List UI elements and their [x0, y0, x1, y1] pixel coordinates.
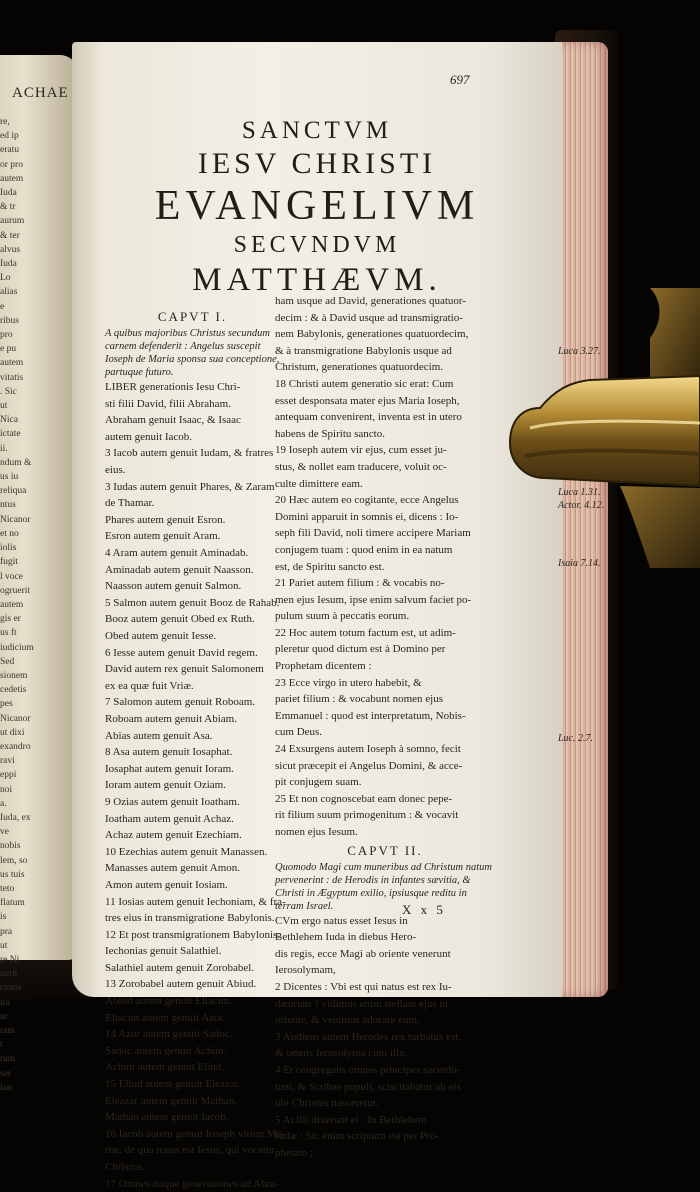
text-line: 24 Exsurgens autem Ioseph à somno, fecit	[275, 743, 461, 756]
margin-ref: Luca 3.27.	[558, 346, 601, 357]
left-page-line: or pro	[0, 159, 23, 170]
left-page-line: ut	[0, 401, 8, 412]
text-line: Aminadab autem genuit Naasson.	[105, 563, 254, 576]
left-page-line: . Sic	[0, 386, 17, 397]
text-line: Prophetam dicentem :	[275, 660, 372, 673]
text-line: 25 Et non cognoscebat eam donec pepe-	[275, 792, 453, 805]
left-page-line: ut dixi	[0, 727, 25, 738]
left-page-line: ut	[0, 940, 8, 951]
text-line: 21 Pariet autem filium : & vocabis no-	[275, 577, 445, 590]
left-page-line: ntus	[0, 500, 16, 511]
left-page-line: pes	[0, 699, 13, 710]
text-line: tum, & Scribas populi, sciscitabatur ab eis	[275, 1080, 461, 1093]
text-line: 18 Christi autem generatio sic erat: Cum	[275, 377, 454, 390]
text-line: 15 Eliud autem genuit Eleazar.	[105, 1078, 241, 1091]
left-page-line: ravi	[0, 756, 15, 767]
text-line: Mathan autem genuit Iacob.	[105, 1111, 229, 1124]
text-line: Emmanuel : quod est interpretatum, Nobis-	[275, 709, 466, 722]
left-page-line: t	[0, 1040, 3, 1051]
left-page-line: re,	[0, 117, 10, 127]
text-line: Eliacim autem genuit Azor.	[105, 1011, 226, 1024]
left-page-line: e pu	[0, 344, 17, 355]
left-page-line: lan	[0, 1082, 12, 1093]
text-line: seph fili David, noli timere accipere Mariam	[275, 527, 471, 540]
text-line: Phares autem genuit Esron.	[105, 513, 226, 526]
left-page-line: ii.	[0, 443, 8, 454]
text-line: pit conjugem suam.	[275, 776, 362, 789]
left-page-line: autem	[0, 173, 24, 184]
left-page-line: iolis	[0, 543, 17, 554]
left-page-line: teto	[0, 883, 15, 894]
left-page-header: ACHAE	[12, 85, 69, 101]
left-page-line: a.	[0, 798, 7, 809]
text-line: 3 Audiens autem Herodes rex turbatus est,	[275, 1030, 462, 1043]
page-number: 697	[450, 72, 470, 87]
text-line: culte dimittere eam.	[275, 477, 363, 490]
left-page-line: pro	[0, 330, 13, 341]
text-line: 9 Ozias autem genuit Ioatham.	[105, 795, 240, 808]
text-line: & omnis Ierosolyma cum illo.	[275, 1047, 408, 1060]
column-left-lines	[105, 379, 286, 1192]
left-page-line: nobis	[0, 841, 21, 852]
left-page-line: re Ni	[0, 954, 20, 965]
column-right-lines-2	[275, 913, 495, 1162]
left-page-line: Sed	[0, 656, 15, 667]
left-page-line: gis er	[0, 614, 21, 625]
left-page-line: ogruerit	[0, 585, 31, 596]
left-page-line: ira	[0, 997, 11, 1008]
margin-ref: Luca 1.31. Actor. 4.12.	[558, 487, 605, 511]
text-line: 16 Iacob autem genuit Ioseph virum Ma-	[105, 1127, 286, 1140]
left-page-line: aurum	[0, 216, 25, 227]
text-line: esset desponsata mater ejus Maria Ioseph,	[275, 394, 460, 407]
text-line: pleretur quod dictum est à Domino per	[275, 643, 446, 656]
left-page-line: alvus	[0, 244, 21, 255]
title-line-1: SANCTVM	[241, 117, 393, 144]
left-page-line: ribus	[0, 315, 19, 326]
left-page-line: us ft	[0, 628, 17, 639]
left-page-line: & tr	[0, 202, 16, 213]
text-line: 3 Iudas autem genuit Phares, & Zaram	[105, 480, 275, 493]
text-line: 3 Iacob autem genuit Iudam, & fratres	[105, 447, 274, 460]
text-line: 11 Iosias autem genuit Iechoniam, & fra-	[105, 895, 286, 908]
left-page-line: reliqua	[0, 486, 27, 497]
text-line: Ioatham autem genuit Achaz.	[105, 812, 234, 825]
text-line: Amon autem genuit Iosiam.	[105, 878, 228, 891]
text-line: 13 Zorobabel autem genuit Abiud.	[105, 978, 257, 991]
brass-clasp	[500, 368, 700, 568]
text-line: Christum, generationes quatuordecim.	[275, 361, 444, 374]
left-page-line: Nica	[0, 415, 18, 426]
text-line: 10 Ezechias autem genuit Manassen.	[105, 845, 268, 858]
left-page-line: us iu	[0, 472, 19, 483]
text-line: sicut præcepit ei Angelus Domini, & acce-	[275, 759, 463, 772]
chapter-summary-1: A quibus majoribus Christus secundum carnem defenderit : Angelus suscepit Ioseph de Maria sponsa sua conceptione, partuque futuro.	[105, 328, 280, 379]
chapter-heading-1: CAPVT I.	[157, 309, 228, 324]
text-line: Achim autem genuit Eliud.	[105, 1061, 225, 1074]
text-line: decim : & à David usque ad transmigratio-	[275, 311, 463, 324]
text-line: Sadoc autem genuit Achim.	[105, 1044, 227, 1057]
text-line: de Thamar.	[105, 497, 155, 510]
text-line: 2 Dicentes : Vbi est qui natus est rex Iu-	[275, 981, 452, 994]
text-line: ex ea quæ fuit Vriæ.	[105, 679, 194, 692]
margin-ref: Isaia 7.14.	[558, 558, 601, 569]
text-line: Salathiel autem genuit Zorobabel.	[105, 961, 255, 974]
text-line: nem Babylonis, generationes quatuordecim,	[275, 328, 469, 341]
text-line: Achaz autem genuit Ezechiam.	[105, 829, 242, 842]
left-page	[0, 55, 78, 1093]
text-line: 20 Hæc autem eo cogitante, ecce Angelus	[275, 494, 459, 507]
title-line-3: EVANGELIVM	[154, 183, 480, 229]
left-page-line: exandro	[0, 741, 31, 752]
left-page-line: ser	[0, 1068, 12, 1079]
text-line: pariet filium : & vocabunt nomen ejus	[275, 693, 444, 706]
left-page-line: ctoris	[0, 983, 22, 994]
text-line: eius.	[105, 464, 126, 477]
text-line: Roboam autem genuit Abiam.	[105, 712, 237, 725]
text-line: Naasson autem genuit Salmon.	[105, 580, 242, 593]
text-line: Ierosolymam,	[275, 964, 336, 977]
text-line: Iechonias genuit Salathiel.	[105, 945, 222, 958]
left-page-line: Iuda	[0, 259, 17, 270]
title-line-5: MATTHÆVM.	[192, 262, 442, 298]
text-line: rit filium suum primogenitum : & vocavit	[275, 809, 459, 822]
text-column-right	[275, 293, 495, 1162]
text-line: ham usque ad David, generationes quatuor-	[275, 295, 466, 307]
text-line: Iudæ : Sic enim scriptum est per Pro-	[275, 1130, 440, 1143]
left-page-line: ed ip	[0, 131, 19, 142]
left-page-line: e	[0, 301, 5, 312]
left-page-line: Nicanor	[0, 713, 31, 724]
left-page-line: Iuda	[0, 188, 17, 199]
left-page-line: iudicium	[0, 642, 34, 653]
text-line: Booz autem genuit Obed ex Ruth.	[105, 613, 255, 626]
title-line-4: SECVNDVM	[233, 232, 401, 258]
left-page-line: Lo	[0, 273, 11, 284]
text-line: Eleazar autem genuit Mathan.	[105, 1094, 237, 1107]
text-line: Ioram autem genuit Oziam.	[105, 779, 226, 792]
left-page-line: ndum &	[0, 457, 32, 468]
text-line: 5 Salmon autem genuit Booz de Rahab.	[105, 596, 280, 609]
left-page-line: ur	[0, 1011, 8, 1022]
left-page-line: ve	[0, 827, 9, 838]
left-page-line: sionem	[0, 670, 28, 681]
text-line: 17 Omnes itaque generationes ad Abra-	[105, 1177, 279, 1190]
left-page-line: uerit	[0, 969, 18, 980]
left-page-line: is	[0, 912, 7, 923]
text-line: 6 Iesse autem genuit David regem.	[105, 646, 258, 659]
text-line: tres eius in transmigratione Babylonis.	[105, 912, 275, 925]
text-line: dæorum ? vidimus enim stellam ejus in	[275, 997, 448, 1010]
text-line: conjugem tuam : quod enim in ea natum	[275, 543, 453, 556]
text-line: Abraham genuit Isaac, & Isaac	[105, 414, 241, 427]
left-page-line: l voce	[0, 571, 23, 582]
text-line: Abias autem genuit Asa.	[105, 729, 213, 742]
text-line: Domini apparuit in somnis ei, dicens : Io-	[275, 510, 459, 523]
text-line: Obed autem genuit Iesse.	[105, 630, 217, 642]
text-line: autem genuit Iacob.	[105, 430, 193, 443]
text-line: est, de Spiritu sancto est.	[275, 560, 385, 573]
text-line: Manasses autem genuit Amon.	[105, 862, 241, 875]
left-page-line: flatum	[0, 898, 25, 909]
text-line: Esron autem genuit Aram.	[105, 530, 221, 543]
margin-ref: Luc. 2.7.	[558, 733, 593, 744]
text-line: riæ, de qua natus est Iesus, qui vocatur	[105, 1144, 276, 1157]
title-line-2: IESV CHRISTI	[197, 147, 437, 180]
left-page-line: lem, so	[0, 855, 28, 866]
left-page-line: autem	[0, 599, 24, 610]
text-line: 5 At illi dixerunt ei : In Bethlehem	[275, 1113, 427, 1126]
signature-mark: X x 5	[402, 902, 446, 917]
right-page	[72, 42, 605, 1190]
left-page-line: pra	[0, 926, 13, 937]
text-line: David autem rex genuit Salomonem	[105, 663, 264, 676]
text-line: stus, & nollet eam traducere, voluit oc-	[275, 460, 447, 473]
left-page-line: eppi	[0, 770, 17, 781]
left-page-line: alias	[0, 287, 18, 298]
left-page-line: autem	[0, 358, 24, 369]
text-line: men ejus Iesum, ipse enim salvum faciet po-	[275, 593, 472, 606]
text-line: 7 Salomon autem genuit Roboam.	[105, 696, 256, 709]
left-page-line: fugit	[0, 557, 18, 568]
left-page-line: rum	[0, 1054, 16, 1065]
chapter-summary-2: Quomodo Magi cum muneribus ad Christum natum pervenerint : de Herodis in infantes sævitia, & Christi in Ægyptum exilio, ipsiusque reditu in terram Israel.	[275, 861, 492, 912]
text-line: habens de Spiritu sancto.	[275, 427, 385, 440]
text-line: LIBER generationis Iesu Chri-	[105, 381, 241, 394]
text-line: dis regis, ecce Magi ab oriente venerunt	[275, 947, 451, 960]
left-page-line: vitatis	[0, 372, 24, 383]
left-page-line: cedetis	[0, 685, 27, 696]
text-line: CVm ergo natus esset Iesus in	[275, 914, 408, 927]
left-page-text	[0, 115, 80, 1095]
text-line: ubi Christus nasceretur.	[275, 1097, 379, 1110]
text-line: 22 Hoc autem totum factum est, ut adim-	[275, 626, 456, 639]
column-right-lines	[275, 293, 495, 841]
left-page-line: noi	[0, 784, 13, 795]
text-line: sti filii David, filii Abraham.	[105, 397, 231, 410]
text-line: 19 Ioseph autem vir ejus, cum esset ju-	[275, 444, 447, 457]
left-page-line: Nicanor	[0, 514, 31, 525]
left-page-line: et no	[0, 528, 19, 539]
text-line: antequam convenirent, inventa est in utero	[275, 411, 462, 424]
text-line: 14 Azor autem genuit Sadoc.	[105, 1028, 233, 1041]
text-line: cum Deus.	[275, 726, 323, 739]
text-line: Iosaphat autem genuit Ioram.	[105, 762, 234, 775]
left-page-line: ictate	[0, 429, 21, 440]
chapter-heading-2: CAPVT II.	[347, 842, 423, 858]
text-line: & à transmigratione Babylonis usque ad	[275, 344, 452, 357]
left-page-line: Iuda, ex	[0, 812, 31, 823]
text-line: 12 Et post transmigrationem Babylonis:	[105, 928, 281, 941]
text-line: 23 Ecce virgo in utero habebit, &	[275, 676, 422, 689]
text-line: 4 Aram autem genuit Aminadab.	[105, 547, 249, 560]
text-line: pulum suum à peccatis eorum.	[275, 610, 410, 623]
left-page-line: eratu	[0, 145, 19, 156]
text-line: Christus.	[105, 1161, 145, 1173]
left-page-line: ram	[0, 1026, 15, 1036]
text-line: Abiud autem genuit Eliacim.	[105, 995, 233, 1008]
text-line: oriente, & venimus adorare eum.	[275, 1014, 420, 1027]
left-page-line: us tuis	[0, 869, 25, 880]
text-line: nomen ejus Iesum.	[275, 826, 358, 838]
text-line: 8 Asa autem genuit Iosaphat.	[105, 746, 233, 759]
left-page-line: & ter	[0, 230, 20, 241]
text-line: 4 Et congregans omnes principes sacerdo-	[275, 1064, 461, 1077]
text-line: Bethlehem Iuda in diebus Hero-	[275, 931, 417, 944]
text-line: phetam ;	[275, 1147, 314, 1159]
text-column-left	[105, 307, 286, 1192]
